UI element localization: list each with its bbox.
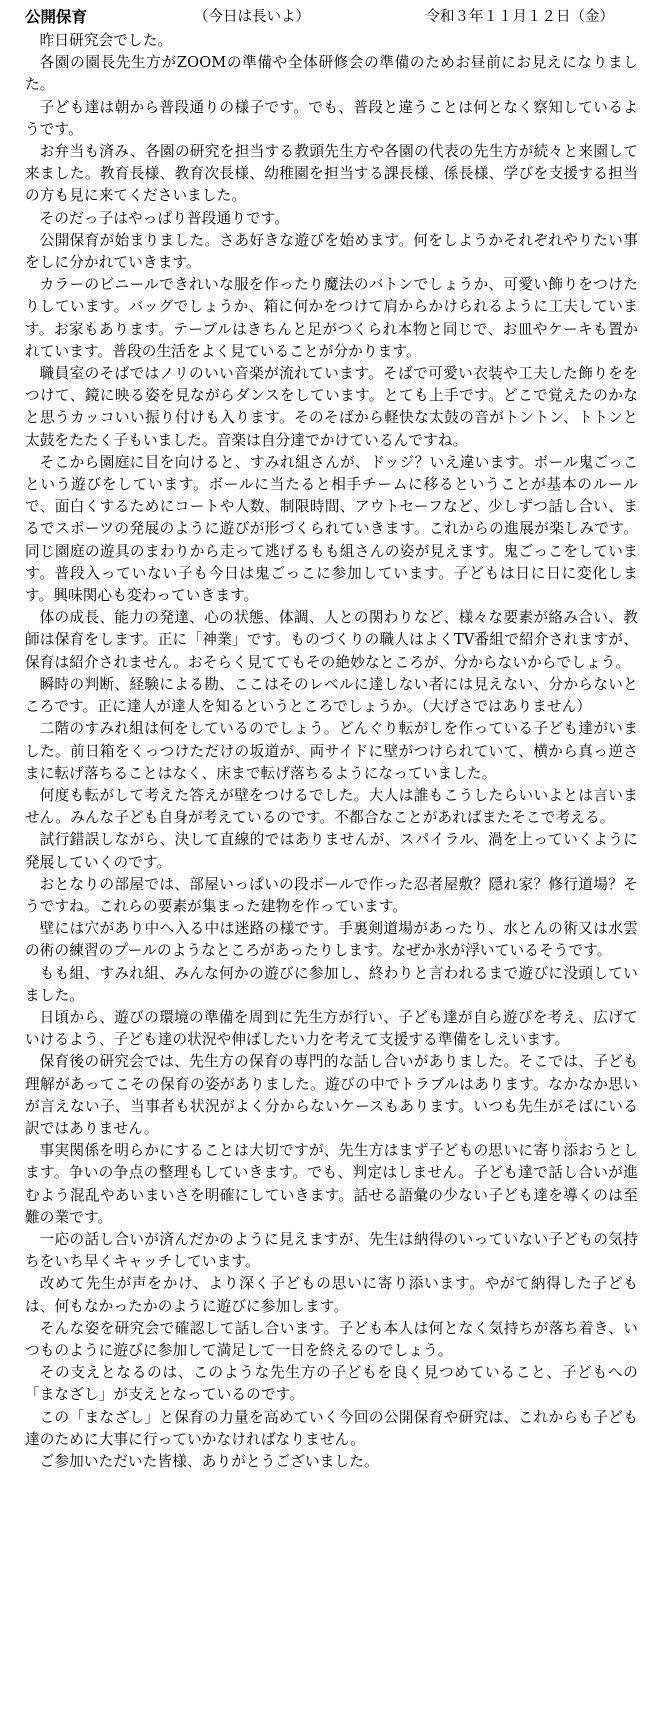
paragraph: そんな姿を研究会で確認して話し合います。子ども本人は何となく気持ちが落ち着き、いつものように遊びに参加して満足して一日を終えるのでしょう。 bbox=[25, 1319, 638, 1359]
paragraph: そのだっ子はやっぱり普段通りです。 bbox=[39, 209, 290, 227]
paragraph: 事実関係を明らかにすることは大切ですが、先生方はまず子どもの思いに寄り添おうとします。争いの争点の整理もしていきます。でも、判定はしません。子ども達で話し合いが進むよう混乱やあいまいさを明確にしていきます。話せる語彙の少ない子ども達を導くのは至難の業です。 bbox=[25, 1142, 638, 1226]
paragraph: ご参加いただいた皆様、ありがとうございました。 bbox=[39, 1453, 379, 1470]
paragraph: 瞬時の判断、経験による勘、ここはそのレベルに達しない者には見えない、分からないところです。正に達人が達人を知るというところでしょうか。（大げさではありません） bbox=[25, 675, 638, 716]
paragraph: 各園の園長先生方がZOOMの準備や全体研修会の準備のためお昼前にお見えになりました。 bbox=[25, 54, 638, 94]
paragraph: 一応の話し合いが済んだかのように見えますが、先生は納得のいっていない子どもの気持ちをいち早くキャッチしています。 bbox=[25, 1230, 638, 1271]
paragraph: 昨日研究会でした。 bbox=[39, 32, 173, 49]
paragraph: 体の成長、能力の発達、心の状態、体調、人との関わりなど、様々な要素が絡み合い、教師は保育をします。正に「神業」です。ものづくりの職人はよくTV番組で紹介されますが、保育は紹介されません。おそらく見ててもその絶妙なところが、分からないからでしょう。 bbox=[25, 609, 638, 671]
document-header bbox=[4, 4, 646, 30]
document-title: 公開保育 bbox=[25, 8, 88, 26]
paragraph: この「まなざし」と保育の力量を高めていく今回の公開保育や研究は、これからも子ども達のために大事に行っていかなければなりません。 bbox=[25, 1408, 638, 1448]
document-subtitle: （今日は長いよ） bbox=[194, 9, 310, 25]
paragraph: 公開保育が始まりました。さあ好きな遊びを始めます。何をしようかそれぞれやりたい事をしに分かれていきます。 bbox=[25, 231, 638, 272]
document-date: 令和３年１１月１２日（金） bbox=[425, 9, 614, 25]
paragraph: 保育後の研究会では、先生方の保育の専門的な話し合いがありました。そこでは、子ども理解があってこその保育の姿がありました。遊びの中でトラブルはあります。なかなか思いが言えない子、当事者も状況がよく分からないケースもあります。いつも先生がそばにいる訳ではありません。 bbox=[25, 1053, 638, 1137]
paragraph: 改めて先生が声をかけ、より深く子どもの思いに寄り添います。やがて納得した子どもは、何もなかったかのように遊びに参加します。 bbox=[25, 1275, 638, 1315]
paragraph: 壁には穴があり中へ入る中は迷路の様です。手裏剣道場があったり、水とんの術又は水雲の術の練習のプールのようなところがあったりします。なぜか氷が浮いているそうです。 bbox=[25, 920, 638, 960]
paragraph: お弁当も済み、各園の研究を担当する教頭先生方や各園の代表の先生方が続々と来園して来ました。教育長様、教育次長様、幼稚園を担当する課長様、係長様、学びを支援する担当の方も見に来てくださいました。 bbox=[25, 143, 638, 205]
paragraph: カラーのビニールできれいな服を作ったり魔法のバトンでしょうか、可愛い飾りをつけたりしています。バッグでしょうか、箱に何かをつけて肩からかけられるように工夫しています。お家もあります。テーブルはきちんと足がつくられ本物と同じで、お皿やケーキも置かれています。普段の生活をよく見ていることが分かります。 bbox=[25, 276, 638, 360]
paragraph: 二階のすみれ組は何をしているのでしょう。どんぐり転がしを作っている子ども達がいました。前日箱をくっつけただけの坂道が、両サイドに壁がつけられていて、横から真っ逆さまに転げ落ちることはなく、床まで転げ落ちるようになっていました。 bbox=[25, 720, 638, 782]
paragraph: おとなりの部屋では、部屋いっぱいの段ボールで作った忍者屋敷？隠れ家？修行道場？そうですね。これらの要素が集まった建物を作っています。 bbox=[25, 875, 638, 915]
paragraph: 試行錯誤しながら、決して直線的ではありませんが、スパイラル、渦を上っていくように発展していくのです。 bbox=[25, 831, 638, 871]
paragraph: そこから園庭に目を向けると、すみれ組さんが、ドッジ？いえ違います。ボール鬼ごっこという遊びをしています。ボールに当たると相手チームに移るということが基本のルールで、面白くするためにコートや人数、制限時間、アウトセーフなど、少しずつ話し合い、まるでスポーツの発展のように遊びが形づくられていきます。これからの進展が楽しみです。同じ園庭の遊具のまわりから走って逃げるもも組さんの姿が見えます。鬼ごっこをしています。普段入っていない子も今日は鬼ごっこに参加しています。子どもは日に日に変化します。興味関心も変わっていきます。 bbox=[25, 453, 638, 605]
document-body bbox=[4, 30, 646, 1473]
paragraph: 職員室のそばではノリのいい音楽が流れています。そばで可愛い衣装や工夫した飾りををつけて、鏡に映る姿を見ながらダンスをしています。とても上手です。どこで覚えたのかなと思うカッコいい振り付けも入ります。そのそばから軽快な太鼓の音がトントン、トトンと太鼓をたたく子もいました。音楽は自分達でかけているんですね。 bbox=[25, 365, 638, 449]
paragraph: 日頃から、遊びの環境の準備を周到に先生方が行い、子ども達が自ら遊びを考え、広げていけるよう、子ども達の状況や伸ばしたい力を考えて支援する準備をしえいます。 bbox=[25, 1008, 638, 1049]
paragraph: 子ども達は朝から普段通りの様子です。でも、普段と違うことは何となく察知しているようです。 bbox=[25, 98, 638, 138]
paragraph: もも組、すみれ組、みんな何かの遊びに参加し、終わりと言われるまで遊びに没頭していました。 bbox=[25, 964, 638, 1004]
paragraph: 何度も転がして考えた答えが壁をつけるでした。大人は誰もこうしたらいいよとは言いません。みんな子ども自身が考えているのです。不都合なことがあればまたそこで考える。 bbox=[25, 786, 638, 827]
paragraph: その支えとなるのは、このような先生方の子どもを良く見つめていること、子どもへの「まなざし」が支えとなっているのです。 bbox=[25, 1364, 638, 1404]
